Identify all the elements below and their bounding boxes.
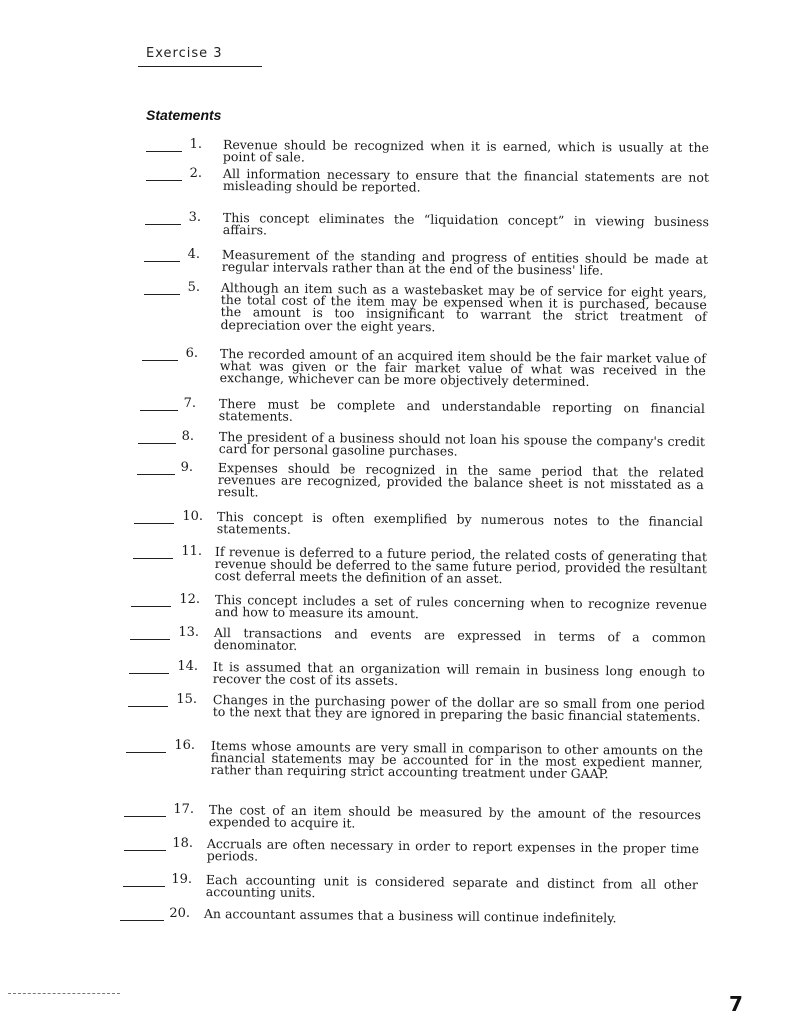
statement-item: [0, 348, 791, 388]
answer-blank[interactable]: [130, 639, 170, 640]
statement-text: If revenue is deferred to a future period, the related costs of generating that revenue should be deferred to the same future period, provided the resultant cost deferral meets the definition of an asset.: [214, 544, 707, 587]
answer-blank[interactable]: [145, 224, 181, 225]
statement-text: Each accounting unit is considered separate and distinct from all other accounting units.: [205, 872, 698, 901]
page-number: 7: [729, 992, 743, 1016]
statement-text: Accruals are often necessary in order to report expenses in the proper time periods.: [206, 836, 699, 864]
statement-number: 18.: [172, 836, 193, 851]
answer-blank[interactable]: [142, 360, 178, 361]
answer-blank[interactable]: [134, 523, 174, 524]
statement-number: 12.: [179, 592, 200, 607]
footer-rule: [8, 993, 120, 994]
answer-blank[interactable]: [120, 920, 164, 921]
answer-blank[interactable]: [133, 558, 173, 559]
statement-item: [0, 908, 791, 948]
statement-text: The recorded amount of an acquired item should be the fair market value of what was given or the fair market value of what was received in the exchange, whichever can be more objectively determined.: [219, 346, 706, 390]
answer-blank[interactable]: [123, 886, 165, 887]
statement-number: 10.: [182, 509, 203, 524]
statement-number: 13.: [178, 625, 199, 640]
section-title: Statements: [146, 107, 222, 123]
statement-item: [0, 462, 791, 502]
statement-item: [0, 280, 791, 334]
statement-number: 20.: [169, 906, 190, 921]
answer-blank[interactable]: [146, 180, 182, 181]
statement-text: There must be complete and understandable reporting on financial statements.: [218, 396, 705, 424]
statement-text: This concept eliminates the “liquidation concept” in viewing business affairs.: [222, 210, 709, 238]
statement-text: All transactions and events are expressed in terms of a common denominator.: [213, 625, 706, 654]
statement-number: 14.: [177, 659, 198, 674]
statement-text: Expenses should be recognized in the same period that the related revenues are recognized, provided the balance sheet is not misstated as a result.: [217, 460, 704, 500]
statement-number: 17.: [173, 802, 194, 817]
answer-blank[interactable]: [146, 151, 182, 152]
statement-item: [0, 546, 791, 586]
statement-number: 16.: [174, 738, 195, 753]
answer-blank[interactable]: [144, 261, 180, 262]
answer-blank[interactable]: [129, 673, 169, 674]
statement-number: 6.: [185, 346, 198, 361]
statement-item: [0, 694, 791, 734]
statement-number: 2.: [189, 166, 202, 181]
answer-blank[interactable]: [137, 474, 175, 475]
statement-text: Items whose amounts are very small in comparison to other amounts on the financial statements may be accounted for in the most expedient manner, rather than requiring strict accounting treatment under GAAP.: [210, 738, 703, 782]
statement-number: 19.: [171, 872, 192, 887]
statement-item: [0, 212, 791, 252]
statement-text: Revenue should be recognized when it is earned, which is usually at the point of sale.: [222, 137, 710, 165]
answer-blank[interactable]: [138, 443, 176, 444]
statement-text: All information necessary to ensure that the financial statements are not misleading should be reported.: [222, 166, 710, 195]
statement-text: Measurement of the standing and progress of entities should be made at regular intervals rather than at the end of the business' life.: [221, 247, 708, 278]
statement-number: 7.: [183, 396, 196, 411]
statement-text: It is assumed that an organization will remain in business long enough to recover the cost of its assets.: [212, 659, 705, 689]
answer-blank[interactable]: [124, 850, 166, 851]
statement-number: 1.: [189, 137, 202, 152]
answer-blank[interactable]: [140, 410, 178, 411]
statement-text: The cost of an item should be measured by the amount of the resources expended to acquire it.: [208, 802, 701, 831]
statement-number: 9.: [180, 460, 193, 475]
answer-blank[interactable]: [126, 752, 166, 753]
statement-number: 11.: [181, 544, 202, 559]
heading-underline: [138, 66, 262, 67]
statement-number: 8.: [181, 429, 194, 444]
answer-blank[interactable]: [128, 706, 168, 707]
answer-blank[interactable]: [144, 294, 180, 295]
statement-text: This concept is often exemplified by numerous notes to the financial statements.: [216, 509, 703, 537]
statement-text: An accountant assumes that a business will continue indefinitely.: [203, 906, 617, 926]
statement-item: [0, 838, 791, 878]
statement-item: [0, 168, 791, 208]
answer-blank[interactable]: [124, 816, 166, 817]
statement-text: The president of a business should not loan his spouse the company's credit card for personal gasoline purchases.: [218, 429, 705, 459]
statement-number: 3.: [188, 210, 201, 225]
exercise-heading: Exercise 3: [146, 46, 223, 61]
statement-text: Although an item such as a wastebasket may be of service for eight years, the total cost of the item may be expensed when it is purchased, because the amount is too insignificant to warrant the strict treatment of depreciation over the eight years.: [220, 280, 707, 334]
statement-item: [0, 740, 791, 780]
statement-number: 4.: [187, 247, 200, 262]
statement-text: Changes in the purchasing power of the dollar are so small from one period to the next that they are ignored in preparing the basic financial statements.: [212, 692, 705, 725]
statement-number: 5.: [187, 280, 200, 295]
answer-blank[interactable]: [131, 606, 171, 607]
statement-number: 15.: [176, 692, 197, 707]
statement-text: This concept includes a set of rules concerning when to recognize revenue and how to measure its amount.: [214, 592, 707, 622]
